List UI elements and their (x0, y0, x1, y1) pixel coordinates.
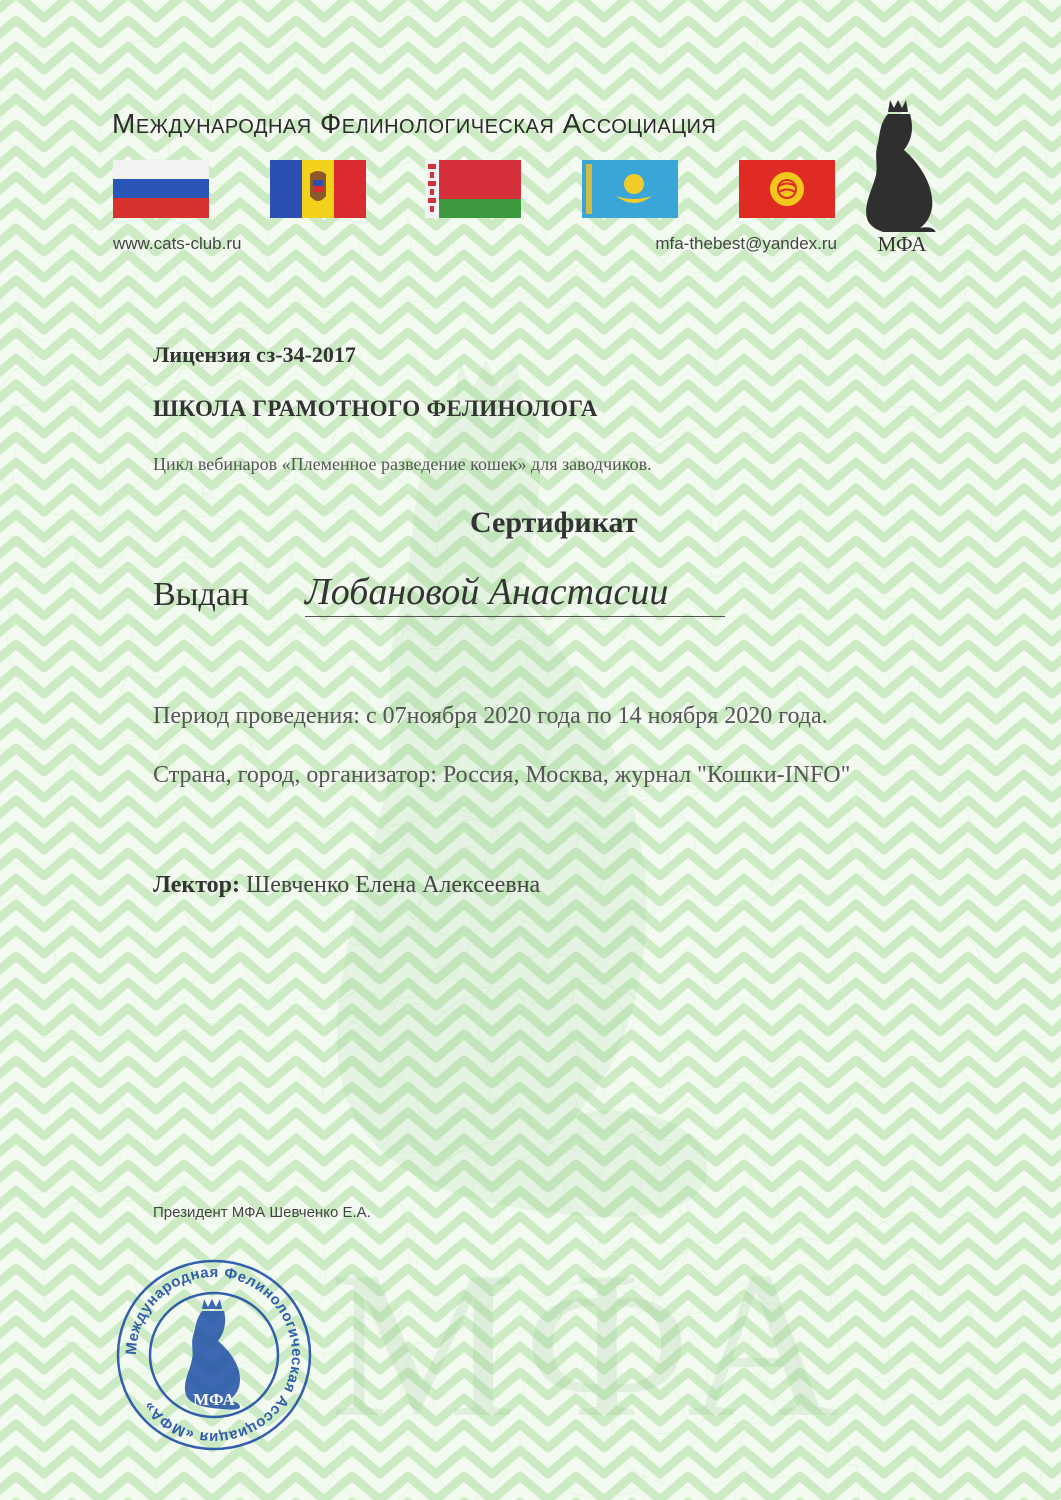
round-stamp-icon (112, 1255, 317, 1455)
wave-line (0, 46, 1061, 70)
mfa-cat-logo-icon (862, 96, 942, 232)
lecturer-line (153, 872, 540, 899)
guilloche-ring (964, 209, 1061, 353)
flag-belarus-icon (425, 160, 521, 218)
school-name: ШКОЛА ГРАМОТНОГО ФЕЛИНОЛОГА (153, 396, 598, 421)
organization-title: Международная Фелинологическая Ассоциация (112, 108, 717, 139)
flag-moldova (270, 160, 366, 218)
wave-line (0, 254, 1061, 278)
wave-line (0, 1476, 1061, 1500)
stamp-ring-text: Международная Фелинологическая Ассоциация «МФА» (122, 1263, 306, 1447)
period-text: Период проведения: с 07ноября 2020 года по 14 ноября 2020 года. (153, 703, 828, 729)
flag-kyrgyzstan-icon (739, 160, 835, 218)
flag-russia-icon (113, 160, 209, 218)
stamp-center-text: МФА (193, 1390, 235, 1409)
lecturer-label: Лектор: (153, 872, 241, 898)
president-signature-line: Президент МФА Шевченко Е.А. (153, 1204, 371, 1221)
issued-label: Выдан (153, 576, 250, 613)
webinar-cycle: Цикл вебинаров «Племенное разведение кошек» для заводчиков. (153, 454, 652, 474)
flag-moldova-icon (270, 160, 366, 218)
mfa-watermark: МФА (330, 1229, 849, 1461)
flag-kazakhstan (582, 160, 678, 218)
certificate-title: Сертификат (470, 506, 638, 539)
logo-caption: МФА (877, 232, 927, 256)
license-number: Лицензия сз-34-2017 (153, 342, 356, 367)
flag-russia (113, 160, 209, 218)
lecturer-name: Шевченко Елена Алексеевна (240, 872, 541, 898)
location-text: Страна, город, организатор: Россия, Москва, журнал "Кошки-INFO" (153, 762, 851, 788)
wave-line (0, 0, 1061, 18)
website-url: www.cats-club.ru (113, 234, 242, 253)
flag-kyrgyzstan (739, 160, 835, 218)
recipient-name: Лобановой Анастасии (305, 570, 725, 617)
flag-belarus (425, 160, 521, 218)
email-address: mfa-thebest@yandex.ru (655, 234, 837, 253)
guilloche-ring (0, 199, 138, 343)
flag-kazakhstan-icon (582, 160, 678, 218)
